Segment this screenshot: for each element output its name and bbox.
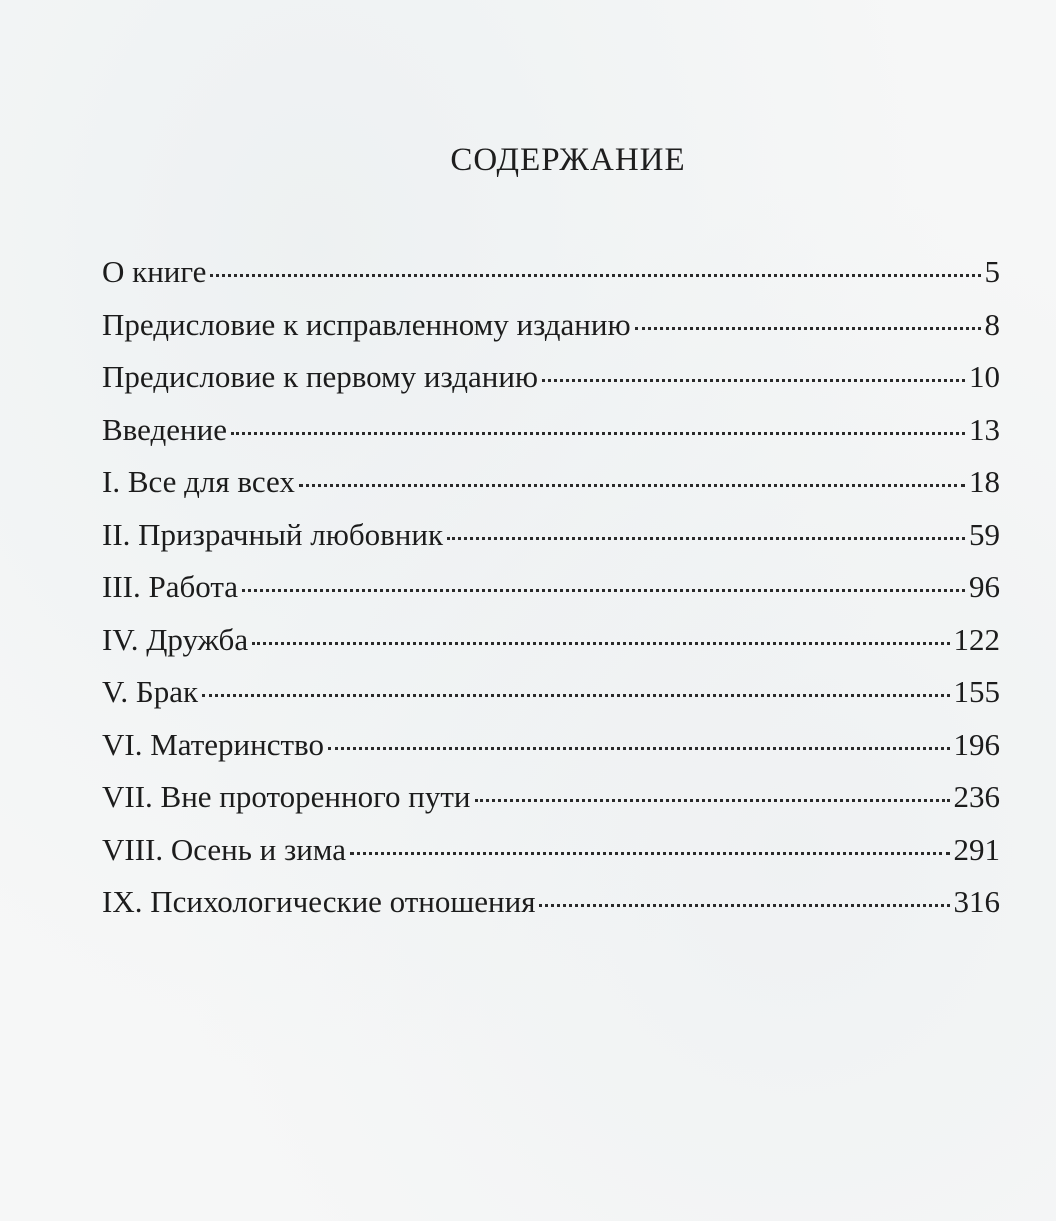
toc-entry-page: 18 <box>969 464 1000 499</box>
toc-entry-chapter-1 <box>102 456 1000 509</box>
table-of-contents <box>102 246 1000 929</box>
toc-entry-chapter-4 <box>102 614 1000 667</box>
toc-dot-leader <box>252 641 949 645</box>
toc-dot-leader <box>539 903 949 907</box>
toc-entry-page: 291 <box>953 831 1000 867</box>
toc-dot-leader <box>210 273 980 277</box>
toc-entry-introduction <box>102 404 1000 457</box>
toc-dot-leader <box>231 431 965 435</box>
toc-entry-label: Введение <box>102 411 227 447</box>
toc-entry-label: О книге <box>102 254 207 289</box>
toc-entry-page: 59 <box>969 516 1000 552</box>
toc-entry-page: 196 <box>953 726 1000 762</box>
toc-dot-leader <box>299 483 965 487</box>
toc-entry-page: 236 <box>953 779 1000 814</box>
toc-entry-preface-first <box>102 351 1000 404</box>
toc-entry-page: 316 <box>953 884 1000 919</box>
toc-dot-leader <box>447 536 965 540</box>
toc-entry-page: 155 <box>953 674 1000 709</box>
toc-entry-page: 13 <box>969 411 1000 447</box>
toc-entry-chapter-3 <box>102 561 1000 614</box>
toc-entry-chapter-9 <box>102 876 1000 929</box>
toc-entry-label: II. Призрачный любовник <box>102 516 444 552</box>
toc-dot-leader <box>635 326 981 330</box>
toc-dot-leader <box>242 588 965 592</box>
toc-dot-leader <box>202 693 949 697</box>
toc-entry-label: VI. Материнство <box>102 726 324 762</box>
toc-entry-page: 10 <box>969 359 1000 394</box>
toc-entry-label: I. Все для всех <box>102 464 295 499</box>
toc-entry-label: VIII. Осень и зима <box>102 831 346 867</box>
toc-dot-leader <box>350 851 950 855</box>
toc-entry-page: 122 <box>953 621 1000 657</box>
toc-entry-chapter-2 <box>102 509 1000 562</box>
toc-entry-label: VII. Вне проторенного пути <box>102 779 471 814</box>
toc-dot-leader <box>542 378 965 382</box>
toc-entry-page: 8 <box>984 306 1000 342</box>
toc-entry-preface-revised <box>102 299 1000 352</box>
toc-entry-about-book <box>102 246 1000 299</box>
toc-entry-label: Предисловие к первому изданию <box>102 359 539 394</box>
toc-entry-chapter-7 <box>102 771 1000 824</box>
toc-entry-page: 96 <box>969 569 1000 604</box>
toc-entry-label: IX. Психологические отношения <box>102 884 536 919</box>
toc-entry-label: V. Брак <box>102 674 199 709</box>
toc-entry-chapter-6 <box>102 719 1000 772</box>
toc-entry-label: Предисловие к исправленному изданию <box>102 306 631 342</box>
page-title: СОДЕРЖАНИЕ <box>450 142 686 178</box>
toc-dot-leader <box>475 798 950 802</box>
toc-entry-label: IV. Дружба <box>102 621 249 657</box>
toc-dot-leader <box>328 746 950 750</box>
toc-entry-chapter-8 <box>102 824 1000 877</box>
toc-entry-chapter-5 <box>102 666 1000 719</box>
toc-entry-page: 5 <box>984 254 1000 289</box>
toc-entry-label: III. Работа <box>102 569 239 604</box>
